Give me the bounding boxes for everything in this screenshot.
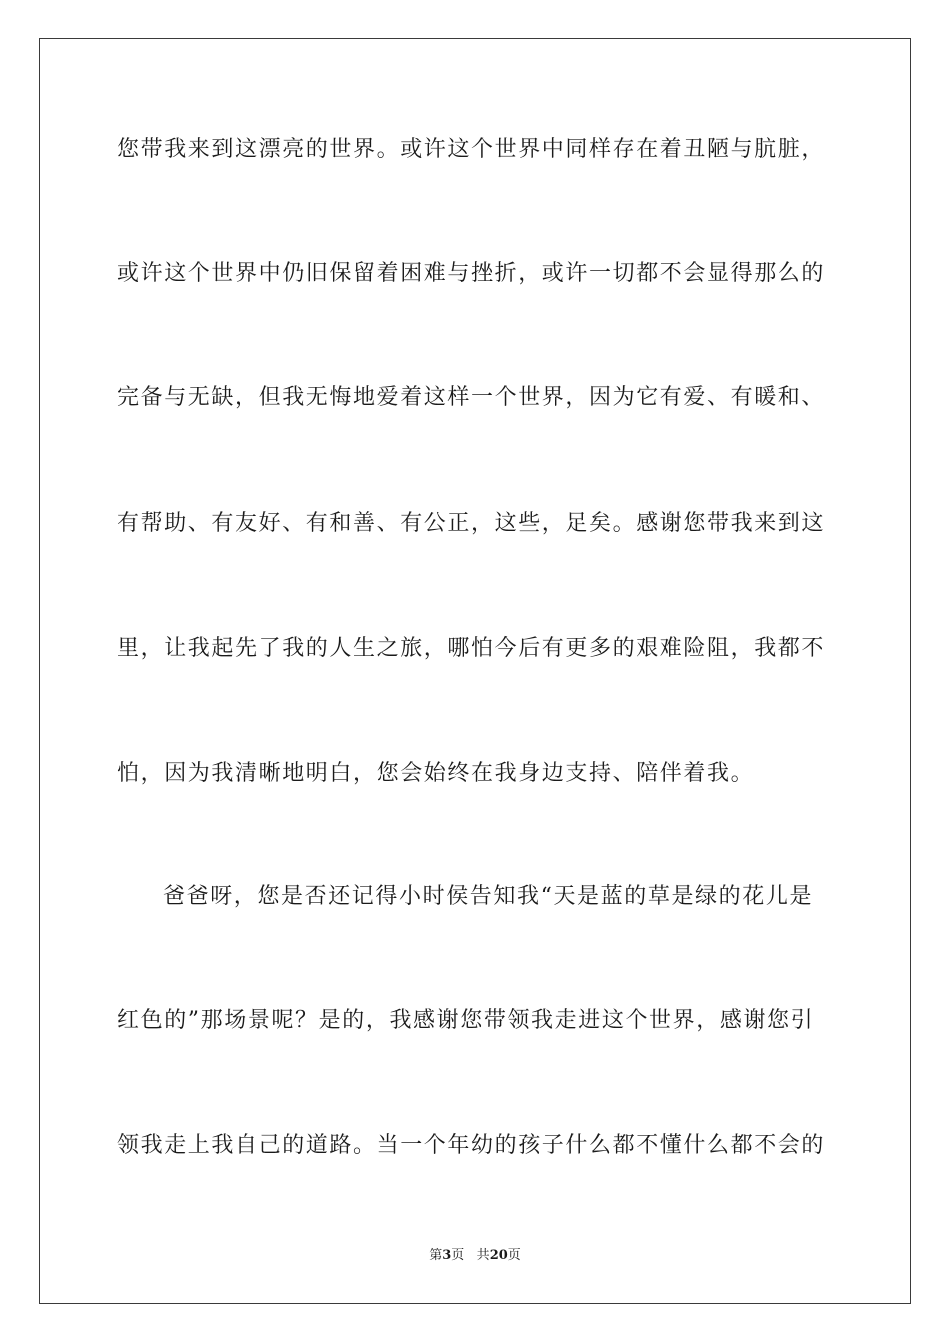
current-page-number: 3 — [442, 1248, 452, 1263]
page-border — [39, 38, 911, 1304]
text-line: 有帮助、有友好、有和善、有公正，这些，足矣。感谢您带我来到这 — [117, 511, 826, 536]
page-footer — [0, 1247, 950, 1265]
total-prefix: 共 — [476, 1248, 490, 1263]
text-line: 怕，因为我清晰地明白，您会始终在我身边支持、陪伴着我。 — [117, 761, 755, 786]
paragraph-start-line: 爸爸呀，您是否还记得小时侯告知我“天是蓝的草是绿的花儿是 — [163, 884, 814, 909]
text-line: 里，让我起先了我的人生之旅，哪怕今后有更多的艰难险阻，我都不 — [117, 636, 826, 661]
total-page-count: 20 — [489, 1248, 508, 1263]
text-line: 完备与无缺，但我无悔地爱着这样一个世界，因为它有爱、有暖和、 — [117, 385, 826, 410]
text-line: 或许这个世界中仍旧保留着困难与挫折，或许一切都不会显得那么的 — [117, 261, 826, 286]
page-suffix: 页 — [451, 1248, 465, 1263]
text-line: 领我走上我自己的道路。当一个年幼的孩子什么都不懂什么都不会的 — [117, 1133, 826, 1158]
total-suffix: 页 — [507, 1248, 521, 1263]
text-line: 红色的”那场景呢？是的，我感谢您带领我走进这个世界，感谢您引 — [117, 1008, 815, 1033]
page-prefix: 第 — [429, 1248, 443, 1263]
text-line: 您带我来到这漂亮的世界。或许这个世界中同样存在着丑陋与肮脏， — [117, 137, 826, 162]
